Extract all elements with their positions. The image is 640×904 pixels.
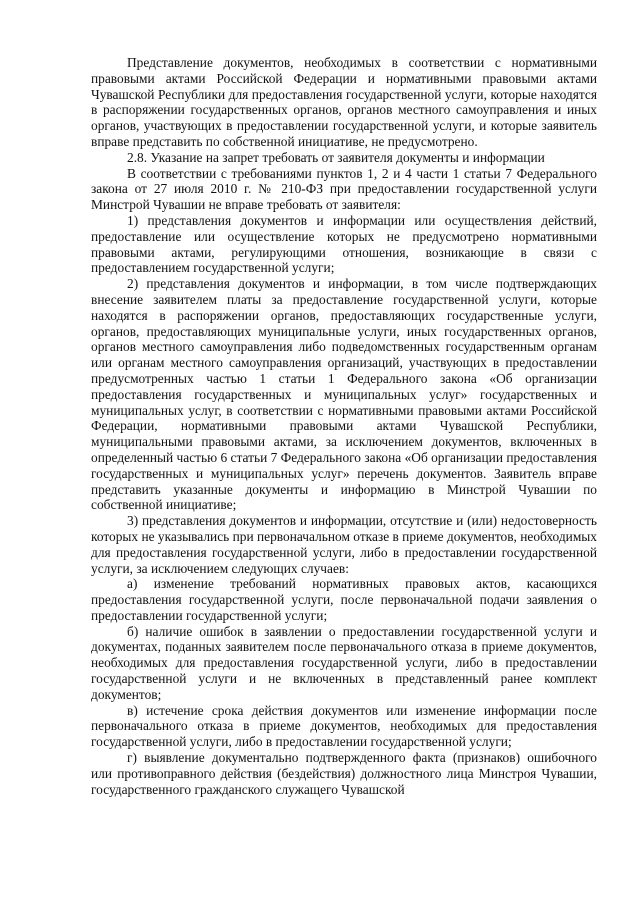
subitem-v: в) истечение срока действия документов или изменение информации после первоначального отказа в приеме документов, необходимых для предоставления государственной услуги, либо в предоставлении государственной услуги; (91, 702, 597, 750)
subitem-a: а) изменение требований нормативных правовых актов, касающихся предоставления государственной услуги, после первоначальной подачи заявления о предоставлении государственной услуги; (91, 576, 597, 623)
list-item-3: 3) представления документов и информации, отсутствие и (или) недостоверность которых не указывались при первоначальном отказе в приеме документов, необходимых для предоставления государственной услуги, либо в предоставлении государственной услуги, за исключением следующих случаев: (91, 513, 597, 576)
section-heading-2-8: 2.8. Указание на запрет требовать от заявителя документы и информации (127, 149, 545, 165)
list-item-2: 2) представления документов и информации, в том числе подтверждающих внесение заявителем платы за предоставление государственной услуги, которые находятся в распоряжении органов, предоставляющих государственные услуги, органов, предоставляющих муниципальные услуги, иных государственных органов, органов местного самоуправления либо подведомственных государственным органам или органам местного самоуправления организаций, участвующих в предоставлении предусмотренных частью 1 статьи 1 Федерального закона «Об организации предоставления государственных и муниципальных услуг» государственных и муниципальных услуг, в соответствии с нормативными правовыми актами Российской Федерации, нормативными правовыми актами Чувашской Республики, муниципальными правовыми актами, за исключением документов, включенных в определенный частью 6 статьи 7 Федерального закона «Об организации предоставления государственных и муниципальных услуг» перечень документов. Заявитель вправе представить указанные документы и информацию в Минстрой Чувашии по собственной инициативе; (91, 276, 597, 513)
subitem-b: б) наличие ошибок в заявлении о предоставлении государственной услуги и документах, поданных заявителем после первоначального отказа в приеме документов, необходимых для предоставления государственной услуги, либо в предоставлении государственной услуги и не включенных в представленный ранее комплект документов; (91, 623, 597, 702)
subitem-g: г) выявление документально подтвержденного факта (признаков) ошибочного или противоправного действия (бездействия) должностного лица Минстроя Чувашии, государственного гражданского служащего Чувашской (91, 750, 597, 797)
paragraph-law-reference: В соответствии с требованиями пунктов 1, 2 и 4 части 1 статьи 7 Федерального закона от 27 июля 2010 г. № 210-ФЗ при предоставлении государственной услуги Минстрой Чувашии не вправе требовать от заявителя: (91, 165, 597, 213)
list-item-1: 1) представления документов и информации или осуществления действий, предоставление или осуществление которых не предусмотрено нормативными правовыми актами, регулирующими отношения, возникающие в связи с предоставлением государственной услуги; (91, 212, 597, 276)
paragraph-documents-not-required: Представление документов, необходимых в соответствии с нормативными правовыми актами Российской Федерации и нормативными правовыми актами Чувашской Республики для предоставления государственной услуги, которые находятся в распоряжении государственных органов, органов местного самоуправления и иных органов, участвующих в предоставлении государственной услуги, и которые заявитель вправе представить по собственной инициативе, не предусмотрено. (91, 55, 597, 149)
document-page (91, 55, 597, 797)
